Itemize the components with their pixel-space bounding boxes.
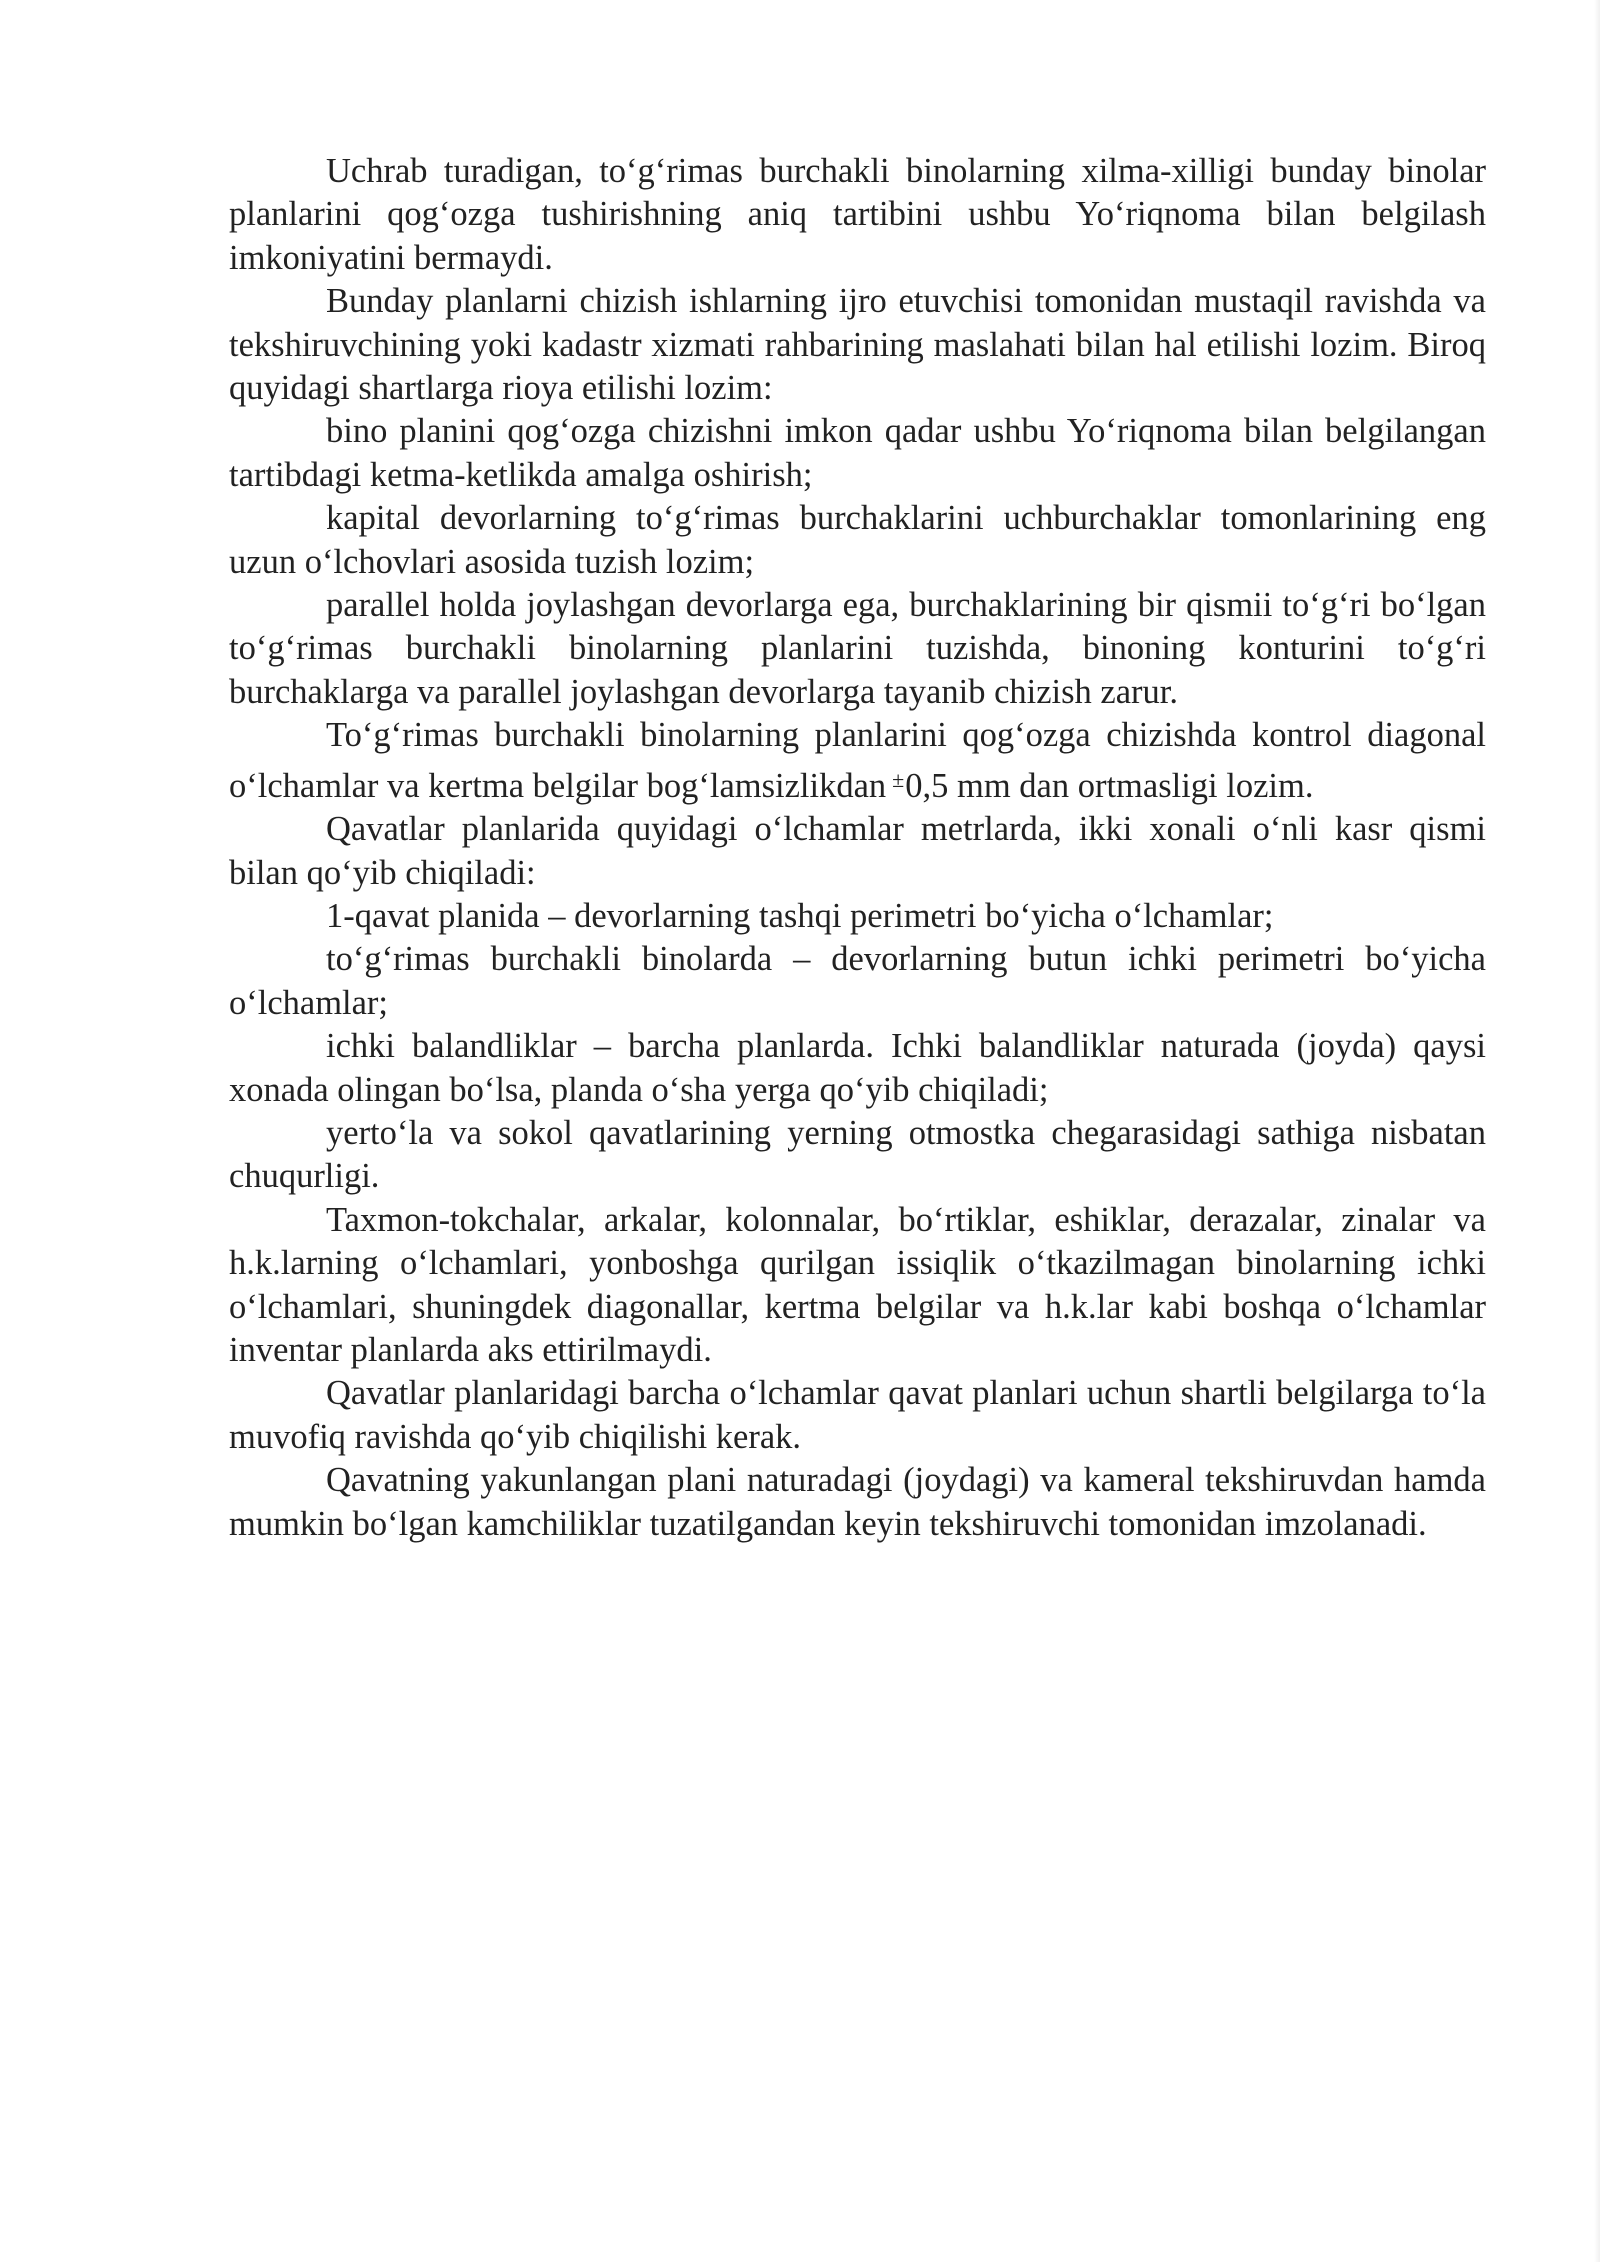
list-item: kapital devorlarning to‘g‘rimas burchaklarini uchburchaklar tomonlarining eng uzun o‘lchovlari asosida tuzish lozim; <box>229 499 1486 581</box>
paragraph: Qavatning yakunlangan plani naturadagi (joydagi) va kameral tekshiruvdan hamda mumkin bo‘lgan kamchiliklar tuzatilgandan keyin tekshiruvchi tomonidan imzolanadi. <box>229 1461 1486 1543</box>
list-item: ichki balandliklar – barcha planlarda. Ichki balandliklar naturada (joyda) qaysi xonada olingan bo‘lsa, planda o‘sha yerga qo‘yib chiqiladi; <box>229 1027 1486 1109</box>
tolerance-text-after: 0,5 mm dan ortmasligi lozim. <box>905 766 1314 805</box>
tolerance-paragraph <box>229 714 1486 808</box>
list-item: parallel holda joylashgan devorlarga ega, burchaklarining bir qismii to‘g‘ri bo‘lgan to‘g‘rimas burchakli binolarning planlarini tuzishda, binoning konturini to‘g‘ri burchaklarga va parallel joylashgan devorlarga tayanib chizish zarur. <box>229 586 1486 711</box>
document-body <box>229 150 1486 1546</box>
list-item: 1-qavat planida – devorlarning tashqi perimetri bo‘yicha o‘lchamlar; <box>326 896 1274 935</box>
list-item: yerto‘la va sokol qavatlarining yerning otmostka chegarasidagi sathiga nisbatan chuqurligi. <box>229 1113 1486 1196</box>
tolerance-text-before: To‘g‘rimas burchakli binolarning planlarini qog‘ozga chizishda kontrol diagonal o‘lchamlar va kertma belgilar bog‘lamsizlikdan <box>229 716 1486 805</box>
list-item: bino planini qog‘ozga chizishni imkon qadar ushbu Yo‘riqnoma bilan belgilangan tartibdagi ketma-ketlikda amalga oshirish; <box>229 412 1486 494</box>
list-item: to‘g‘rimas burchakli binolarda – devorlarning butun ichki perimetri bo‘yicha o‘lchamlar; <box>229 940 1486 1022</box>
paragraph: Taxmon-tokchalar, arkalar, kolonnalar, bo‘rtiklar, eshiklar, derazalar, zinalar va h.k.larning o‘lchamlari, yonboshga qurilgan issiqlik o‘tkazilmagan binolarning ichki o‘lchamlari, shuningdek diagonallar, kertma belgilar va h.k.lar kabi boshqa o‘lchamlar inventar planlarda aks ettirilmaydi. <box>229 1200 1486 1369</box>
paragraph: Qavatlar planlarida quyidagi o‘lchamlar metrlarda, ikki xonali o‘nli kasr qismi bilan qo‘yib chiqiladi: <box>229 810 1486 892</box>
paragraph: Uchrab turadigan, to‘g‘rimas burchakli binolarning xilma-xilligi bunday binolar planlarini qog‘ozga tushirishning aniq tartibini ushbu Yo‘riqnoma bilan belgilash imkoniyatini bermaydi. <box>229 152 1486 277</box>
plus-minus-sign: ± <box>892 766 905 792</box>
page-edge-shadow <box>1594 0 1600 2262</box>
paragraph: Bunday planlarni chizish ishlarning ijro etuvchisi tomonidan mustaqil ravishda va tekshiruvchining yoki kadastr xizmati rahbarining maslahati bilan hal etilishi lozim. Biroq quyidagi shartlarga rioya etilishi lozim: <box>229 282 1486 408</box>
paragraph: Qavatlar planlaridagi barcha o‘lchamlar qavat planlari uchun shartli belgilarga to‘la muvofiq ravishda qo‘yib chiqilishi kerak. <box>229 1374 1486 1456</box>
